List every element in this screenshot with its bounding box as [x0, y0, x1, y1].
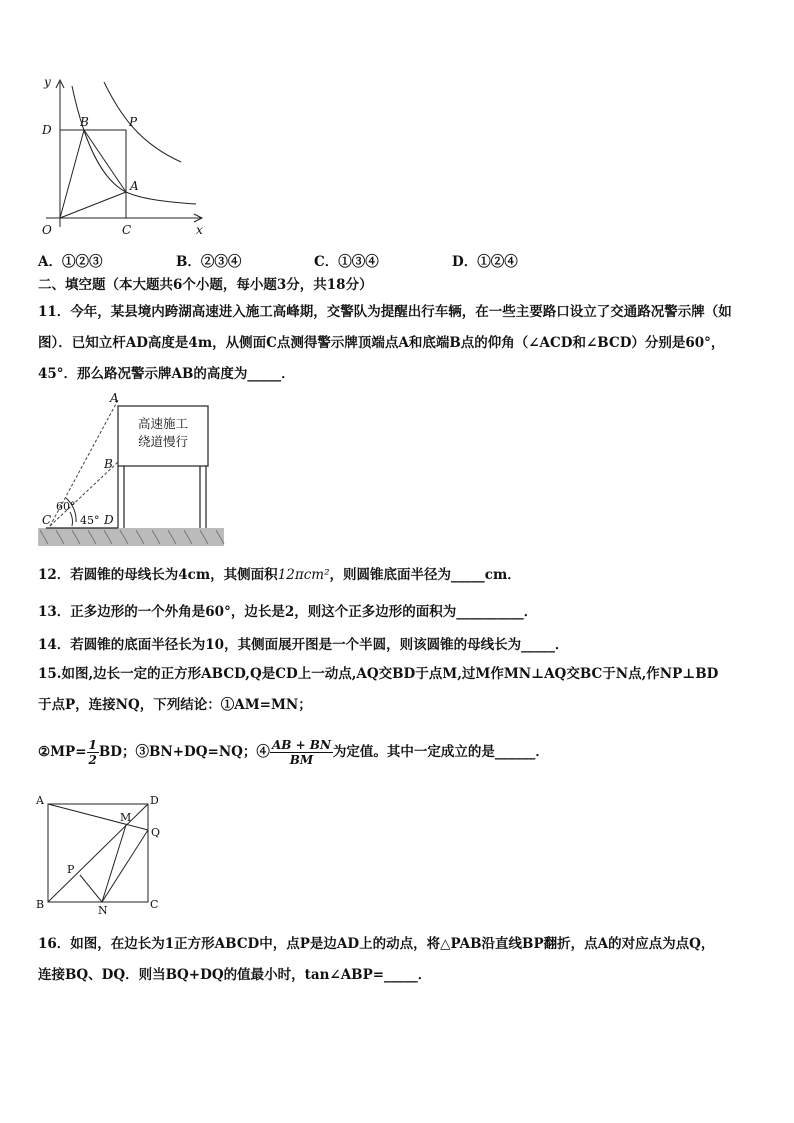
- label-A: A: [110, 391, 119, 405]
- label-y: y: [44, 75, 51, 89]
- label-Q: Q: [151, 826, 161, 839]
- frac2-num: AB + BN: [271, 738, 331, 752]
- label-B: B: [104, 457, 113, 471]
- ground-hatching: [38, 528, 224, 546]
- option-a-letter: A．: [38, 254, 62, 270]
- label-A: A: [36, 794, 44, 807]
- segment-OA: [60, 192, 126, 218]
- q12-line: [38, 566, 521, 584]
- q13-line: 13．正多边形的一个外角是60°，边长是2，则这个正多边形的面积为__________．: [38, 604, 538, 620]
- q15-fraction-ratio: [270, 738, 333, 767]
- option-b-value: ②③④: [200, 254, 242, 270]
- q12-after: ，则圆锥底面半径为_____cm．: [329, 567, 521, 583]
- segment-AQ: [48, 804, 148, 830]
- q12-formula: 12πcm²: [277, 567, 330, 583]
- sign-text-line2: 绕道慢行: [137, 434, 189, 449]
- option-d-value: ①②④: [477, 254, 518, 270]
- segment-NP: [80, 875, 102, 902]
- sign-text-line1: 高速施工: [137, 416, 189, 431]
- label-A: A: [130, 179, 139, 193]
- label-M: M: [120, 811, 132, 824]
- figure-hyperbola-graph: [36, 72, 216, 242]
- q15-part-a: ②MP=: [38, 744, 87, 760]
- hyperbola-upper: [104, 82, 181, 162]
- label-D: D: [104, 513, 114, 527]
- frac-num: 1: [88, 738, 97, 752]
- label-C: C: [150, 898, 159, 911]
- frac2-den: BM: [289, 753, 314, 767]
- label-P: P: [129, 115, 138, 129]
- option-a-value: ①②③: [61, 254, 103, 270]
- frac-den: 2: [88, 753, 97, 767]
- label-B: B: [80, 115, 89, 129]
- segment-NQ: [102, 830, 148, 902]
- label-D: D: [42, 123, 52, 137]
- segment-MN: [102, 825, 126, 902]
- option-d-letter: D．: [452, 254, 478, 270]
- section-header: 二、填空题（本大题共6个小题，每小题3分，共18分）: [38, 277, 373, 293]
- q11-line1: 11．今年，某县境内跨湖高速进入施工高峰期，交警队为提醒出行车辆，在一些主要路口设立了交通路况警示牌（如: [38, 304, 732, 320]
- option-c-letter: C．: [314, 254, 339, 270]
- figure-road-sign: [36, 390, 226, 548]
- label-x: x: [196, 223, 203, 237]
- q15-part-b: BD；③BN+DQ=NQ；④: [98, 744, 270, 760]
- label-O: O: [42, 223, 52, 237]
- q11-line3: 45°．那么路况警示牌AB的高度为_____．: [38, 366, 295, 382]
- label-60: 60°: [56, 500, 76, 513]
- figure-square-abcd: [34, 790, 169, 920]
- option-b: [176, 250, 241, 270]
- q12-before: 12．若圆锥的母线长为4cm，其侧面积: [38, 567, 278, 583]
- segment-BA: [84, 130, 126, 192]
- option-c-value: ①③④: [338, 254, 379, 270]
- angle-arc-45: [70, 512, 72, 526]
- q15-part-c: 为定值。其中一定成立的是______．: [332, 744, 549, 760]
- option-b-letter: B．: [176, 254, 201, 270]
- q14-line: 14．若圆锥的底面半径长为10，其侧面展开图是一个半圆，则该圆锥的母线长为_____．: [38, 637, 569, 653]
- label-45: 45°: [80, 514, 100, 527]
- q11-line2: 图）．已知立杆AD高度是4m，从侧面C点测得警示牌顶端点A和底端B点的仰角（∠ACD和∠BCD）分别是60°，: [38, 335, 725, 351]
- option-c: [314, 250, 379, 270]
- label-C: C: [42, 513, 52, 527]
- label-P: P: [67, 863, 75, 876]
- q15-line1: 15.如图,边长一定的正方形ABCD,Q是CD上一动点,AQ交BD于点M,过M作MN⊥AQ交BC于N点,作NP⊥BD: [38, 666, 719, 682]
- label-B: B: [36, 898, 45, 911]
- q15-line3: [38, 734, 549, 770]
- label-C: C: [122, 223, 132, 237]
- q16-line1: 16．如图，在边长为1正方形ABCD中，点P是边AD上的动点，将△PAB沿直线BP翻折，点A的对应点为点Q，: [38, 936, 715, 952]
- segment-OB: [60, 130, 84, 218]
- q15-line2: 于点P，连接NQ，下列结论：①AM=MN；: [38, 697, 312, 713]
- option-d: [452, 250, 518, 270]
- label-N: N: [98, 904, 108, 917]
- q15-fraction-half: [87, 738, 99, 767]
- label-D: D: [150, 794, 159, 807]
- q16-line2: 连接BQ、DQ．则当BQ+DQ的值最小时，tan∠ABP=_____．: [38, 967, 432, 983]
- option-a: [38, 250, 102, 270]
